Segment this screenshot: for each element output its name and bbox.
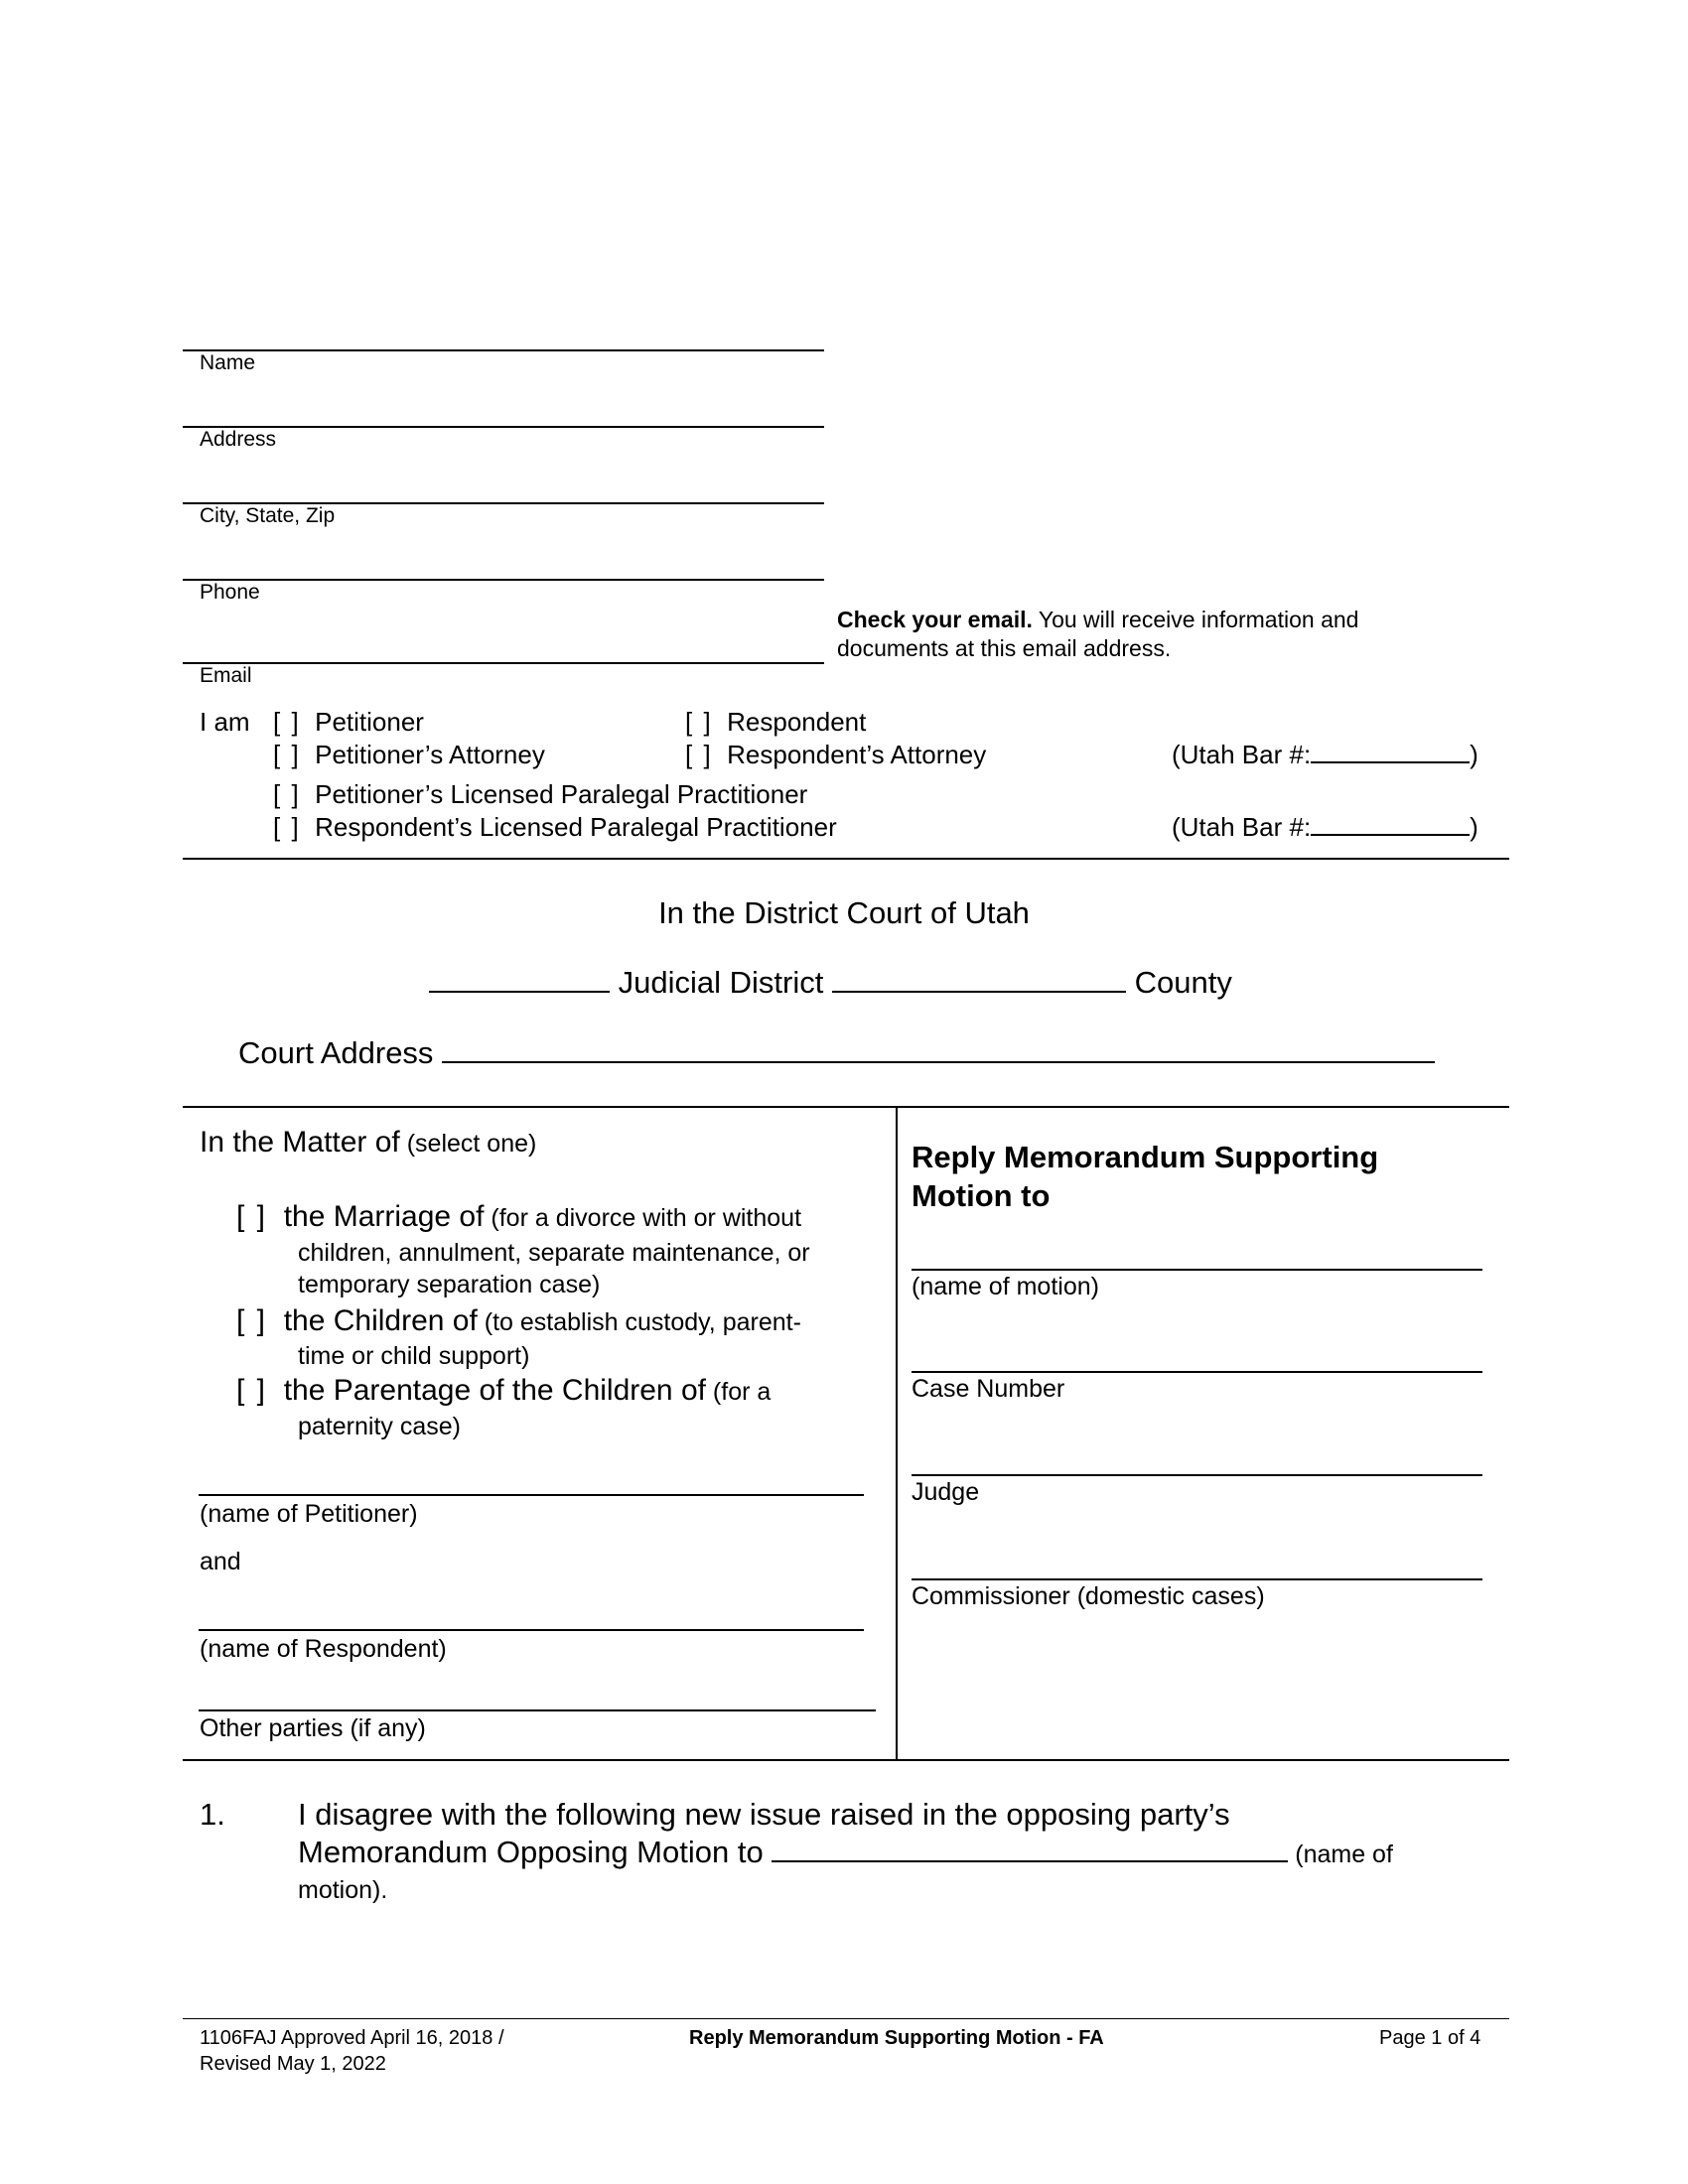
petitioner-option[interactable] (273, 707, 424, 738)
respondent-lpp-label: Respondent’s Licensed Paralegal Practitioner (315, 812, 837, 842)
marriage-note-line2: children, annulment, separate maintenance, or (298, 1239, 810, 1267)
email-notice (837, 607, 1358, 633)
name-line[interactable] (183, 349, 824, 351)
item-number: 1. (200, 1797, 225, 1832)
court-address-line (238, 1035, 1435, 1071)
utah-bar-field-1[interactable] (1172, 740, 1478, 770)
checkbox[interactable]: [ ] (273, 812, 301, 842)
court-address-blank[interactable] (442, 1061, 1435, 1063)
document-title-line2: Motion to (912, 1178, 1051, 1213)
checkbox[interactable]: [ ] (273, 740, 301, 769)
document-title-line1: Reply Memorandum Supporting (912, 1140, 1379, 1174)
city-state-zip-label: City, State, Zip (200, 504, 336, 527)
other-parties-line[interactable] (199, 1709, 876, 1711)
checkbox[interactable]: [ ] (236, 1374, 268, 1407)
petitioner-name-line[interactable] (199, 1494, 864, 1496)
petitioner-name-label: (name of Petitioner) (200, 1500, 418, 1528)
judge-line[interactable] (912, 1474, 1482, 1476)
opposing-motion-blank[interactable] (772, 1860, 1288, 1862)
petitioner-attorney-label: Petitioner’s Attorney (315, 740, 545, 769)
commissioner-line[interactable] (912, 1578, 1482, 1580)
phone-label: Phone (200, 581, 260, 604)
utah-bar-prefix: (Utah Bar #: (1172, 740, 1312, 769)
item-line2-note: (name of (1288, 1841, 1393, 1868)
commissioner-label: Commissioner (domestic cases) (912, 1582, 1265, 1610)
utah-bar-blank[interactable] (1311, 834, 1470, 836)
parentage-label: the Parentage of the Children of (283, 1374, 706, 1407)
checkbox[interactable]: [ ] (236, 1200, 268, 1233)
matter-title-label: In the Matter of (200, 1126, 400, 1159)
utah-bar-suffix: ) (1470, 812, 1478, 842)
checkbox[interactable]: [ ] (236, 1304, 268, 1337)
matter-title (200, 1126, 536, 1160)
caption-divider (896, 1106, 898, 1759)
court-address-label: Court Address (238, 1035, 434, 1070)
checkbox[interactable]: [ ] (273, 779, 301, 809)
parentage-note-line2: paternity case) (298, 1413, 461, 1440)
judicial-district-label: Judicial District (618, 965, 824, 1000)
marriage-option[interactable] (236, 1200, 801, 1234)
court-title: In the District Court of Utah (658, 895, 1030, 930)
motion-name-label: (name of motion) (912, 1273, 1099, 1300)
respondent-attorney-label: Respondent’s Attorney (727, 740, 987, 769)
marriage-note: (for a divorce with or without (484, 1204, 802, 1232)
footer-form-id-line1: 1106FAJ Approved April 16, 2018 / (200, 2027, 504, 2049)
email-line[interactable] (183, 662, 824, 664)
email-notice-bold: Check your email. (837, 607, 1033, 632)
footer-form-id-line2: Revised May 1, 2022 (200, 2053, 386, 2075)
respondent-attorney-option[interactable] (685, 740, 986, 770)
address-line[interactable] (183, 426, 824, 428)
address-label: Address (200, 428, 277, 451)
i-am-label: I am (200, 707, 250, 737)
marriage-label: the Marriage of (283, 1200, 485, 1233)
parentage-option[interactable] (236, 1374, 771, 1408)
utah-bar-field-2[interactable] (1172, 812, 1478, 843)
email-label: Email (200, 664, 252, 687)
utah-bar-prefix: (Utah Bar #: (1172, 812, 1312, 842)
utah-bar-suffix: ) (1470, 740, 1478, 769)
case-number-label: Case Number (912, 1375, 1065, 1403)
marriage-note-line3: temporary separation case) (298, 1271, 601, 1298)
petitioner-lpp-label: Petitioner’s Licensed Paralegal Practitioner (315, 779, 808, 809)
respondent-name-line[interactable] (199, 1629, 864, 1631)
district-blank[interactable] (429, 991, 610, 993)
parentage-note: (for a (705, 1378, 772, 1406)
name-label: Name (200, 351, 256, 374)
caption-bottom-border (183, 1759, 1509, 1761)
checkbox[interactable]: [ ] (685, 707, 713, 737)
motion-name-line[interactable] (912, 1269, 1482, 1271)
footer-page-number: Page 1 of 4 (1379, 2027, 1481, 2049)
matter-select-note: (select one) (399, 1130, 537, 1158)
other-parties-label: Other parties (if any) (200, 1714, 426, 1742)
item-line2 (298, 1835, 1393, 1870)
petitioner-lpp-option[interactable] (273, 779, 807, 810)
judge-label: Judge (912, 1478, 980, 1506)
checkbox[interactable]: [ ] (685, 740, 713, 769)
and-label: and (200, 1548, 241, 1575)
children-note-line2: time or child support) (298, 1342, 530, 1370)
respondent-lpp-option[interactable] (273, 812, 837, 843)
footer-title: Reply Memorandum Supporting Motion - FA (689, 2027, 1104, 2049)
county-label: County (1134, 965, 1232, 1000)
respondent-name-label: (name of Respondent) (200, 1635, 447, 1663)
children-label: the Children of (283, 1304, 478, 1337)
section-divider (183, 858, 1509, 860)
respondent-label: Respondent (727, 707, 867, 737)
email-notice-rest: You will receive information and (1032, 607, 1359, 632)
footer-rule (183, 2018, 1509, 2019)
children-option[interactable] (236, 1304, 801, 1338)
district-county-line (429, 965, 1232, 1001)
item-line3: motion). (298, 1876, 388, 1904)
item-line1: I disagree with the following new issue raised in the opposing party’s (298, 1797, 1230, 1832)
petitioner-label: Petitioner (315, 707, 424, 737)
petitioner-attorney-option[interactable] (273, 740, 545, 770)
county-blank[interactable] (832, 991, 1126, 993)
case-number-line[interactable] (912, 1371, 1482, 1373)
children-note: (to establish custody, parent- (477, 1308, 801, 1336)
checkbox[interactable]: [ ] (273, 707, 301, 737)
caption-top-border (183, 1106, 1509, 1108)
utah-bar-blank[interactable] (1311, 761, 1470, 763)
respondent-option[interactable] (685, 707, 866, 738)
item-line2-text: Memorandum Opposing Motion to (298, 1835, 773, 1869)
phone-line[interactable] (183, 579, 824, 581)
email-notice-line2: documents at this email address. (837, 635, 1172, 661)
